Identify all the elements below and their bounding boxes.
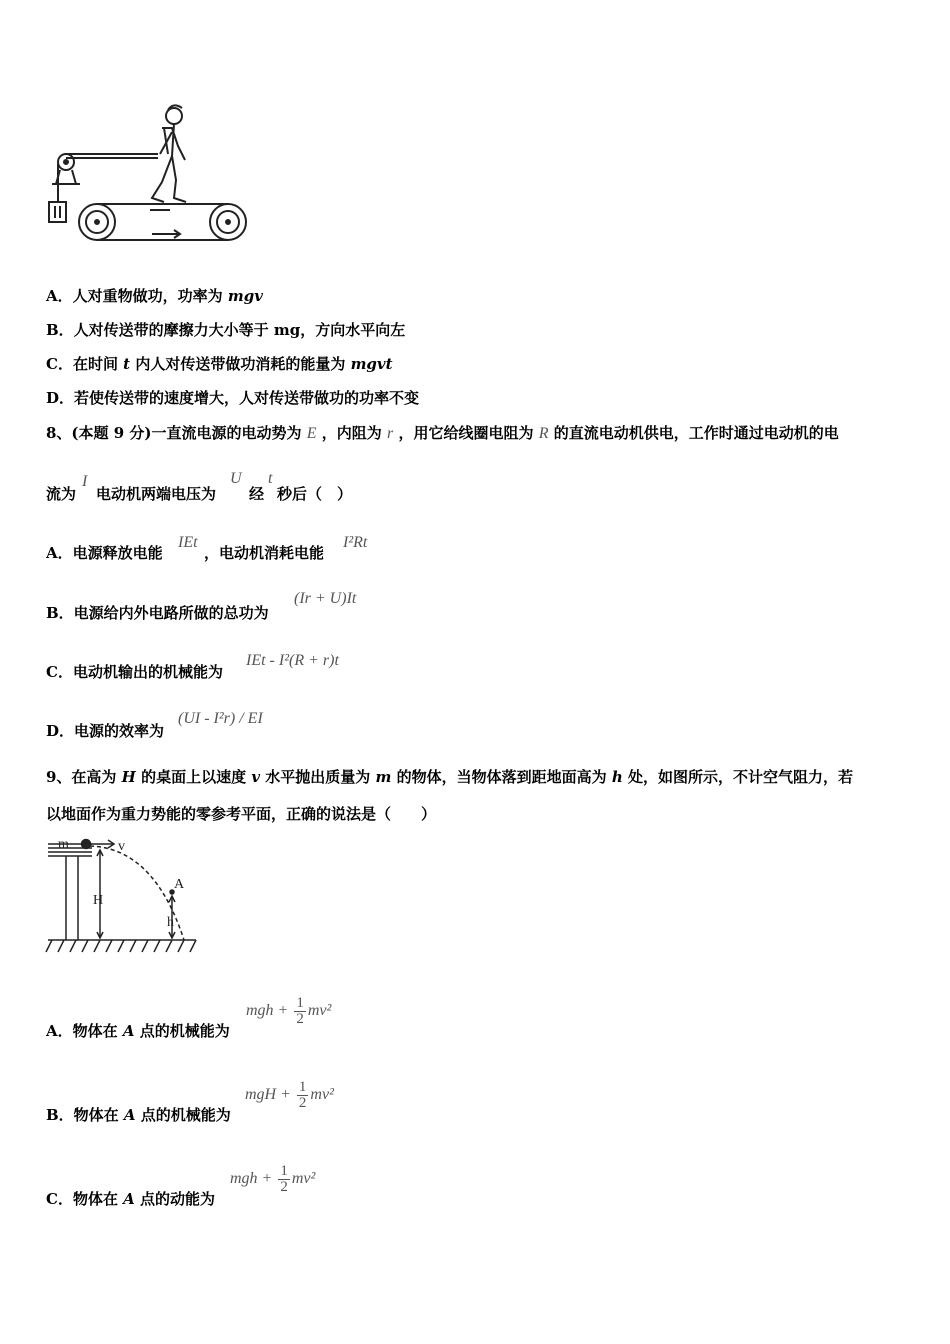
fig-label-v: v [118,839,125,854]
q9-var-h: h [611,768,623,786]
q8-stem-line2: 流为 [46,485,77,503]
q9-option-b-formula-main: mgH + [245,1086,291,1104]
fig-label-h: h [167,915,174,930]
q9-var-v: v [251,768,261,786]
q8-var-E: E [306,425,317,442]
q9-option-c-text: C．物体在 [46,1190,124,1208]
fig-label-H: H [93,893,104,908]
q7-option-a-var: mgv [227,287,263,305]
projectile-figure [44,834,204,959]
q9-option-b-A: A [123,1106,136,1124]
fig-label-A: A [174,877,185,892]
q8-option-a-mid: ，电动机消耗电能 [204,544,325,562]
q9-option-b [46,1105,231,1125]
q9-option-b-rest: 点的机械能为 [135,1106,231,1124]
frac-num-b: 1 [298,1079,307,1095]
q9-option-b-formula [245,1080,334,1111]
q9-option-c [46,1189,215,1209]
q8-l2b: 电动机两端电压为 [96,485,217,503]
q9-l1b: 的桌面上以速度 [135,768,252,786]
q8-option-a-formula-2: I²Rt [343,534,368,551]
q8-l1c: ，用它给线圈电阻为 [398,424,534,442]
q9-option-a-rest: 点的机械能为 [134,1022,230,1040]
q7-option-a-text: A．人对重物做功，功率为 [46,287,228,305]
q8-l1b: ，内阻为 [321,424,382,442]
q8-var-U: U [230,470,242,487]
frac-den-b: 2 [298,1095,307,1111]
frac-num-a: 1 [296,995,304,1011]
q8-option-b-formula: (Ir + U)It [294,590,357,607]
q9-var-m: m [375,768,392,786]
q9-option-a-mv2: mv² [307,1002,332,1020]
q8-var-R: R [538,425,549,442]
frac-num-c: 1 [280,1163,288,1179]
q9-stem-line2: 以地面作为重力势能的零参考平面，正确的说法是（ ） [46,805,437,823]
q8-l1a: 8、(本题 9 分)一直流电源的电动势为 [46,424,302,442]
q9-option-c-rest: 点的动能为 [134,1190,216,1208]
q9-option-a-A: A [122,1022,135,1040]
q8-var-t: t [268,470,273,487]
q7-option-c-t: t [123,355,131,373]
q9-option-c-formula [230,1164,315,1195]
q8-l2c: 经 [249,485,265,503]
q9-option-a-formula [246,996,331,1027]
q9-l1d: 的物体，当物体落到距地面高为 [391,768,612,786]
q9-option-c-A: A [123,1190,135,1208]
q9-option-a-formula-main: mgh + [246,1002,289,1020]
q9-var-H: H [121,768,136,786]
frac-den-a: 2 [296,1011,304,1027]
frac-den-c: 2 [280,1179,288,1195]
q9-option-c-formula-main: mgh + [230,1170,273,1188]
q8-option-a: A．电源释放电能 [46,544,163,562]
q8-var-r: r [387,425,394,442]
q7-option-c [46,354,393,374]
q8-stem-line1 [46,423,839,444]
q8-option-b: B．电源给内外电路所做的总功为 [46,604,269,622]
q7-option-a [46,286,263,306]
q7-option-b: B．人对传送带的摩擦力大小等于 mg，方向水平向左 [46,321,406,339]
q8-option-d-formula: (UI - I²r) / EI [178,710,263,727]
q9-l1c: 水平抛出质量为 [260,768,376,786]
q9-option-c-mv2: mv² [291,1170,316,1188]
q7-option-c-text: C．在时间 [46,355,124,373]
q8-option-a-formula-1: IEt [178,534,198,551]
q9-option-a [46,1021,230,1041]
q7-option-c-mid: 内人对传送带做功消耗的能量为 [130,355,351,373]
q7-option-c-var: mgvt [350,355,393,373]
q8-option-c: C．电动机输出的机械能为 [46,663,223,681]
fig-label-m: m [58,837,69,852]
q9-stem-line1 [46,767,853,787]
q9-l1e: 处，如图所示，不计空气阻力，若 [622,768,853,786]
q7-option-d: D．若使传送带的速度增大，人对传送带做功的功率不变 [46,389,420,407]
q9-option-a-text: A．物体在 [46,1022,123,1040]
q9-option-b-mv2: mv² [310,1086,334,1104]
q9-l1a: 9、在高为 [46,768,122,786]
q8-l2d: 秒后（ ） [277,485,353,503]
q8-option-c-formula: IEt - I²(R + r)t [246,652,339,669]
q9-option-b-text: B．物体在 [46,1106,124,1124]
q8-l1d: 的直流电动机供电，工作时通过电动机的电 [553,424,839,442]
q8-option-d: D．电源的效率为 [46,722,165,740]
q8-var-I: I [82,473,88,490]
conveyor-belt-figure [40,98,255,248]
